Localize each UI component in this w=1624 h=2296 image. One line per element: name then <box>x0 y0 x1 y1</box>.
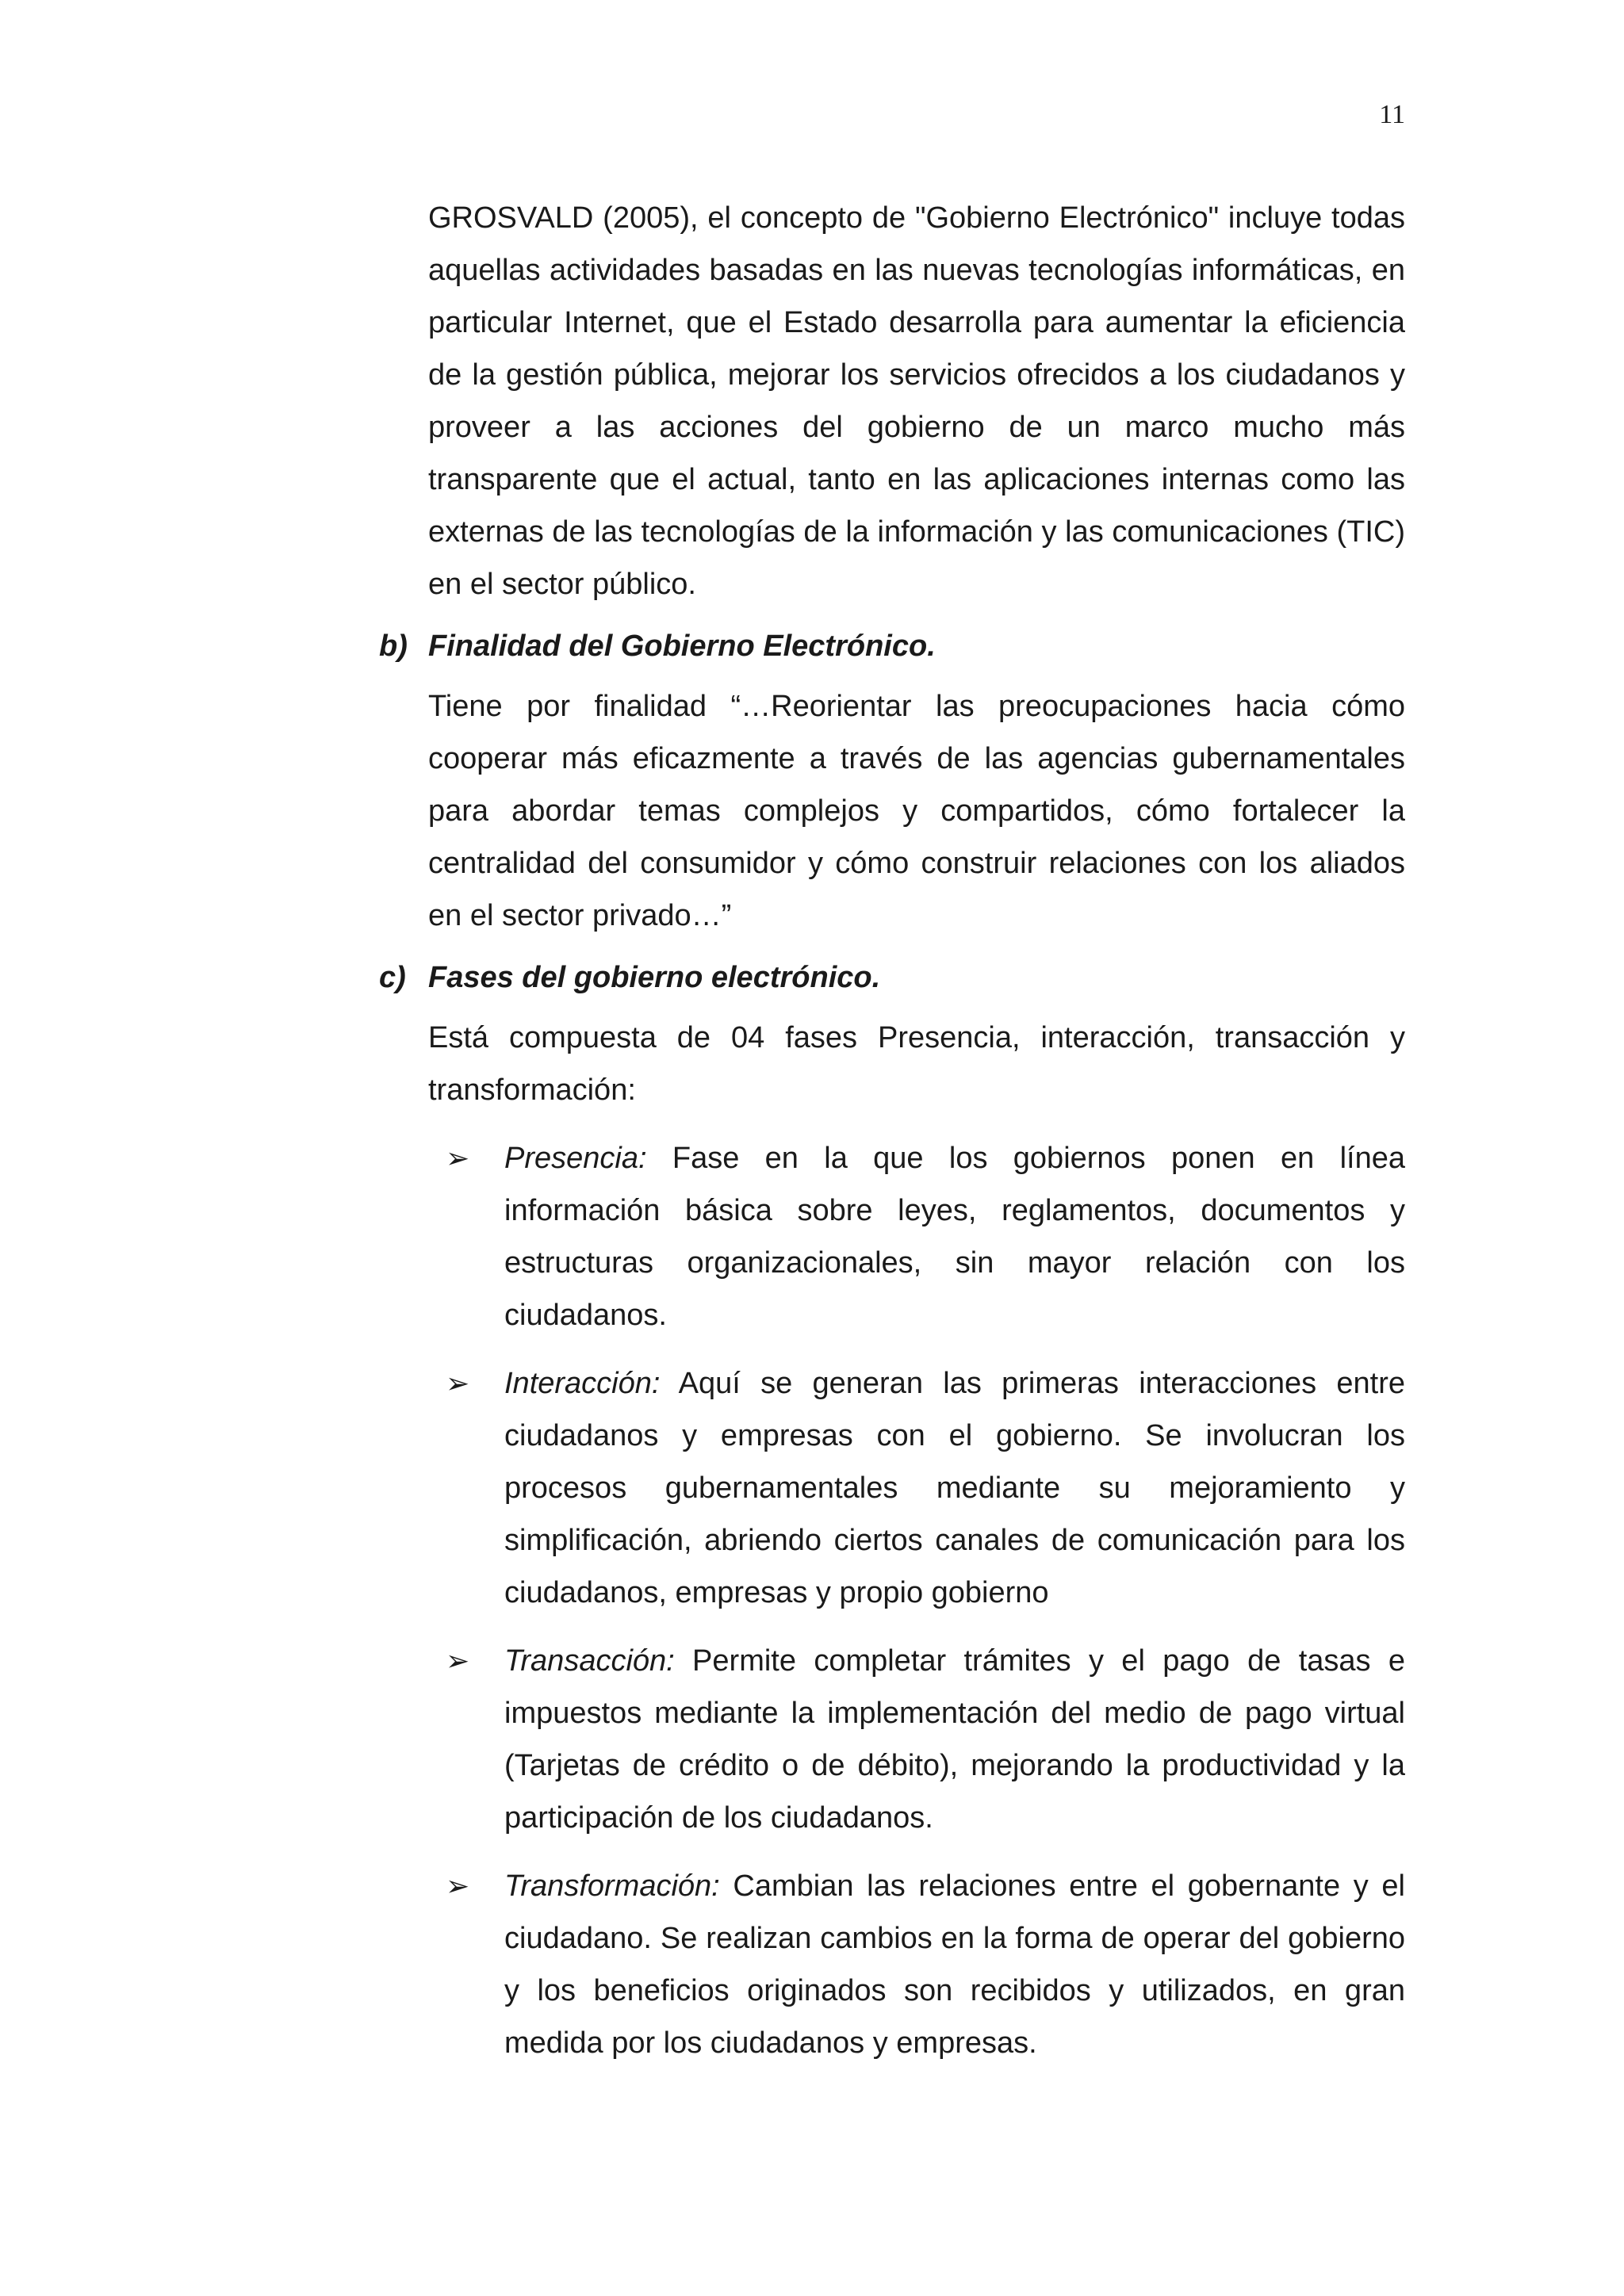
phase-term: Interacción: <box>504 1367 661 1400</box>
phase-description: Aquí se generan las primeras interacciones entre ciudadanos y empresas con el gobierno. Se involucran los procesos gubernamentales mediante su mejoramiento y simplificación, abriendo ciertos canales de comunicación para los ciudadanos, empresas y propio gobierno <box>504 1367 1405 1609</box>
heading-finalidad <box>379 626 1405 666</box>
heading-marker-b: b) <box>379 629 408 663</box>
phase-item-presencia <box>446 1132 1405 1341</box>
paragraph-fases: Está compuesta de 04 fases Presencia, interacción, transacción y transformación: <box>428 1021 1405 1107</box>
phase-item-transaccion <box>446 1635 1405 1844</box>
phase-item-interaccion <box>446 1357 1405 1619</box>
phases-list <box>428 1132 1405 2069</box>
arrow-bullet-icon: ➢ <box>446 1869 470 1902</box>
arrow-bullet-icon: ➢ <box>446 1367 470 1399</box>
phase-term: Transacción: <box>504 1644 675 1678</box>
phase-term: Presencia: <box>504 1142 647 1175</box>
document-body <box>379 192 1405 2085</box>
phase-term: Transformación: <box>504 1869 720 1903</box>
heading-title-finalidad: Finalidad del Gobierno Electrónico. <box>428 629 936 663</box>
paragraph-grosvald: GROSVALD (2005), el concepto de "Gobierno Electrónico" incluye todas aquellas actividades basadas en las nuevas tecnologías informáticas, en particular Internet, que el Estado desarrolla para aumentar la eficiencia de la gestión pública, mejorar los servicios ofrecidos a los ciudadanos y proveer a las acciones del gobierno de un marco mucho más transparente que el actual, tanto en las aplicaciones internas como las externas de las tecnologías de la información y las comunicaciones (TIC) en el sector público. <box>428 201 1405 601</box>
heading-marker-c: c) <box>379 961 406 994</box>
phase-description: Permite completar trámites y el pago de tasas e impuestos mediante la implementación del medio de pago virtual (Tarjetas de crédito o de débito), mejorando la productividad y la participación de los ciudadanos. <box>504 1644 1405 1835</box>
heading-fases <box>379 958 1405 997</box>
heading-title-fases: Fases del gobierno electrónico. <box>428 961 881 994</box>
arrow-bullet-icon: ➢ <box>446 1644 470 1677</box>
page-number: 11 <box>1379 100 1405 129</box>
paragraph-finalidad: Tiene por finalidad “…Reorientar las preocupaciones hacia cómo cooperar más eficazmente a través de las agencias gubernamentales para abordar temas complejos y compartidos, cómo fortalecer la centralidad del consumidor y cómo construir relaciones con los aliados en el sector privado…” <box>428 690 1405 932</box>
phase-description: Cambian las relaciones entre el gobernante y el ciudadano. Se realizan cambios en la forma de operar del gobierno y los beneficios originados son recibidos y utilizados, en gran medida por los ciudadanos y empresas. <box>504 1869 1405 2060</box>
arrow-bullet-icon: ➢ <box>446 1142 470 1174</box>
phase-description: Fase en la que los gobiernos ponen en línea información básica sobre leyes, reglamentos, documentos y estructuras organizacionales, sin mayor relación con los ciudadanos. <box>504 1142 1405 1332</box>
phase-item-transformacion <box>446 1860 1405 2069</box>
